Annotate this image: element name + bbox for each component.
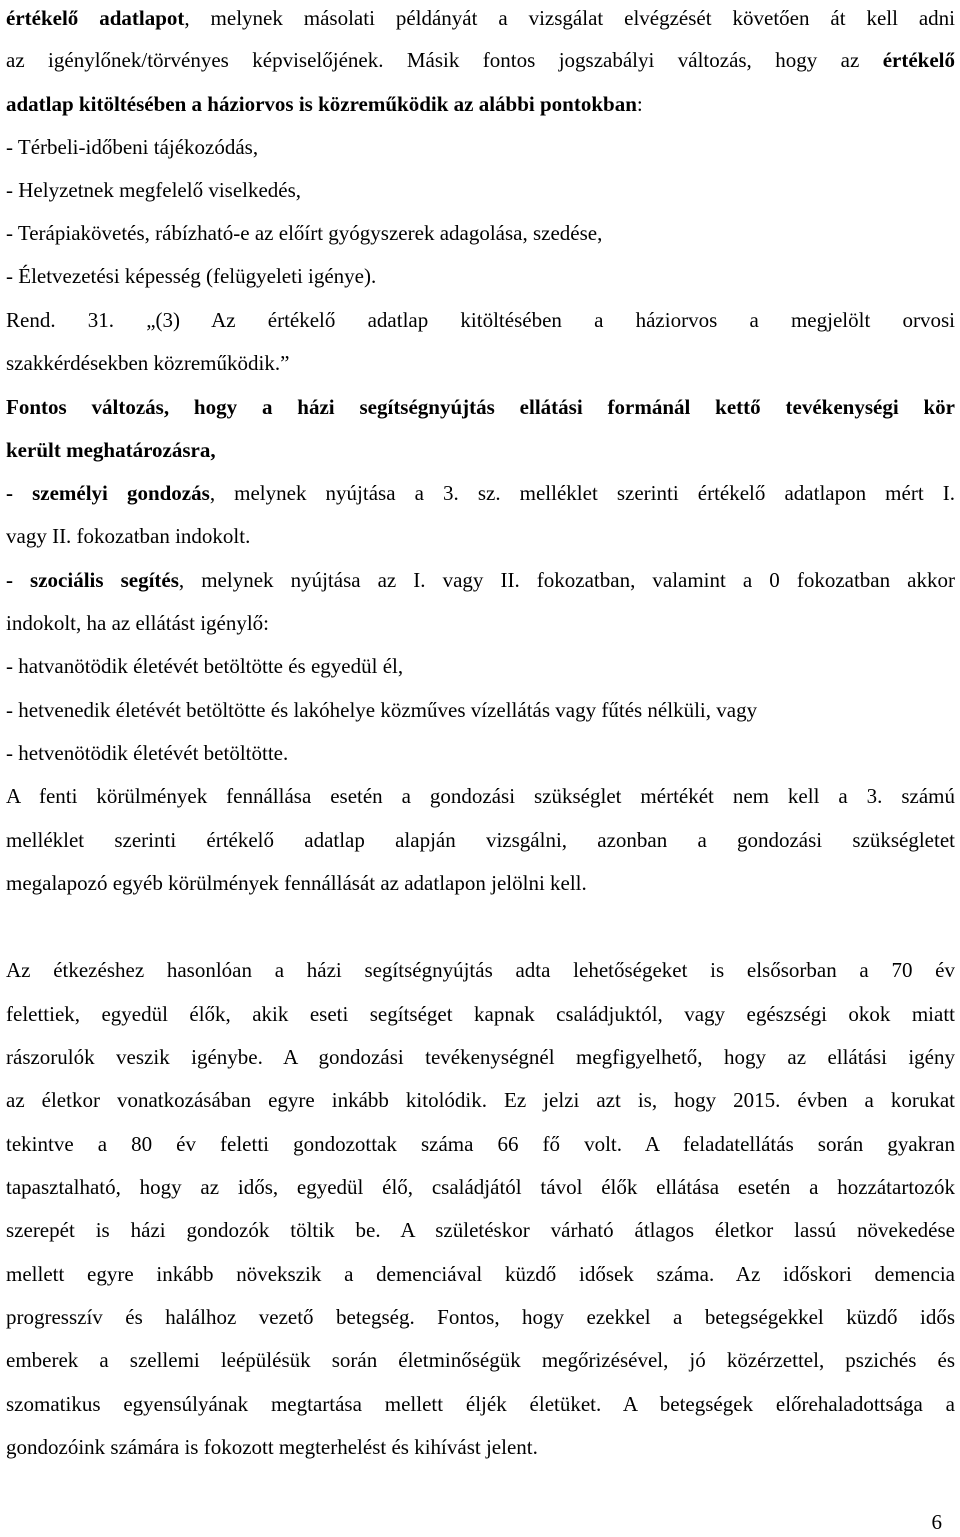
text-line — [6, 566, 955, 594]
text-segment: mellett egyre inkább növekszik a demenciával küzdő idősek száma. Az időskori demencia — [6, 1262, 955, 1286]
text-line — [6, 609, 955, 637]
text-segment: : — [636, 92, 643, 116]
text-segment: rászorulók veszik igénybe. A gondozási tevékenységnél megfigyelhető, hogy az ellátási igény — [6, 1045, 955, 1069]
text-segment: - hetvenötödik életévét betöltötte. — [6, 741, 289, 765]
bold-text-segment: - szociális segítés — [6, 568, 179, 592]
text-segment: - hatvanötödik életévét betöltötte és egyedül él, — [6, 654, 404, 678]
text-line — [6, 782, 955, 810]
text-segment: megalapozó egyéb körülmények fennállását az adatlapon jelölni kell. — [6, 871, 587, 895]
text-line — [6, 1130, 955, 1158]
text-line — [6, 306, 955, 334]
text-segment: indokolt, ha az ellátást igénylő: — [6, 611, 270, 635]
text-segment: progresszív és halálhoz vezető betegség. Fontos, hogy ezekkel a betegségekkel küzdő idős — [6, 1305, 955, 1329]
text-segment: felettiek, egyedül élők, akik eseti segítséget kapnak családjuktól, vagy egészségi okok miatt — [6, 1002, 955, 1026]
text-line — [6, 1433, 955, 1461]
text-segment: szerepét is házi gondozók töltik be. A születéskor várható átlagos életkor lassú növekedése — [6, 1218, 955, 1242]
text-line — [6, 436, 955, 464]
text-segment: Rend. 31. „(3) Az értékelő adatlap kitöltésében a háziorvos a megjelölt orvosi — [6, 308, 955, 332]
text-line — [6, 826, 955, 854]
text-segment: , melynek nyújtása a 3. sz. melléklet szerinti értékelő adatlapon mért I. — [209, 481, 955, 505]
text-segment: emberek a szellemi leépülésük során életminőségük megőrizésével, jó közérzettel, pszichés és — [6, 1348, 955, 1372]
bold-text-segment: került meghatározásra, — [6, 438, 216, 462]
text-line — [6, 652, 955, 680]
text-segment: szakkérdésekben közreműködik.” — [6, 351, 290, 375]
text-segment: gondozóink számára is fokozott megterhelést és kihívást jelent. — [6, 1435, 538, 1459]
text-segment: - Terápiakövetés, rábízható-e az előírt gyógyszerek adagolása, szedése, — [6, 221, 603, 245]
text-line — [6, 1303, 955, 1331]
text-segment: A fenti körülmények fennállása esetén a gondozási szükséglet mértékét nem kell a 3. számú — [6, 784, 955, 808]
text-segment: - Életvezetési képesség (felügyeleti igénye). — [6, 264, 377, 288]
text-line — [6, 1000, 955, 1028]
text-line — [6, 522, 955, 550]
bold-text-segment: értékelő — [882, 48, 955, 72]
text-line — [6, 1216, 955, 1244]
text-line — [6, 1346, 955, 1374]
text-segment: az igénylőnek/törvényes képviselőjének. Másik fontos jogszabályi változás, hogy az — [6, 48, 883, 72]
text-segment: - Térbeli-időbeni tájékozódás, — [6, 135, 259, 159]
text-line — [6, 739, 955, 767]
text-segment: az életkor vonatkozásában egyre inkább kitolódik. Ez jelzi azt is, hogy 2015. évben a korukat — [6, 1088, 955, 1112]
bold-text-segment: Fontos változás, hogy a házi segítségnyújtás ellátási formánál kettő tevékenységi kör — [6, 395, 955, 419]
text-line — [6, 4, 955, 32]
text-line — [6, 1173, 955, 1201]
text-line — [6, 90, 955, 118]
text-line — [6, 479, 955, 507]
text-segment: , melynek nyújtása az I. vagy II. fokozatban, valamint a 0 fokozatban akkor — [178, 568, 955, 592]
text-segment: szomatikus egyensúlyának megtartása mellett éljék életüket. A betegségek előrehaladottsága a — [6, 1392, 955, 1416]
text-line — [6, 176, 955, 204]
text-segment: - hetvenedik életévét betöltötte és lakóhelye közműves vízellátás vagy fűtés nélküli, vagy — [6, 698, 758, 722]
bold-text-segment: adatlap kitöltésében a háziorvos is közreműködik az alábbi pontokban — [6, 92, 637, 116]
bold-text-segment: - személyi gondozás — [6, 481, 210, 505]
text-line — [6, 133, 955, 161]
text-line — [6, 956, 955, 984]
page-number: 6 — [931, 1510, 942, 1534]
text-segment: melléklet szerinti értékelő adatlap alapján vizsgálni, azonban a gondozási szükségletet — [6, 828, 955, 852]
text-segment: tekintve a 80 év feletti gondozottak száma 66 fő volt. A feladatellátás során gyakran — [6, 1132, 955, 1156]
bold-text-segment: értékelő adatlapot — [6, 6, 185, 30]
text-line — [6, 696, 955, 724]
text-segment: Az étkezéshez hasonlóan a házi segítségnyújtás adta lehetőségeket is elsősorban a 70 év — [6, 958, 955, 982]
text-line — [6, 869, 955, 897]
text-segment: vagy II. fokozatban indokolt. — [6, 524, 251, 548]
text-line — [6, 1260, 955, 1288]
text-line — [6, 1086, 955, 1114]
text-line — [6, 46, 955, 74]
text-segment: - Helyzetnek megfelelő viselkedés, — [6, 178, 302, 202]
text-line — [6, 262, 955, 290]
text-segment: tapasztalható, hogy az idős, egyedül élő, családjától távol élők ellátása esetén a hozzátartozók — [6, 1175, 955, 1199]
text-line — [6, 349, 955, 377]
text-line — [6, 219, 955, 247]
text-line — [6, 1043, 955, 1071]
text-segment: , melynek másolati példányát a vizsgálat elvégzését követően át kell adni — [184, 6, 955, 30]
text-line — [6, 1390, 955, 1418]
text-line — [6, 393, 955, 421]
